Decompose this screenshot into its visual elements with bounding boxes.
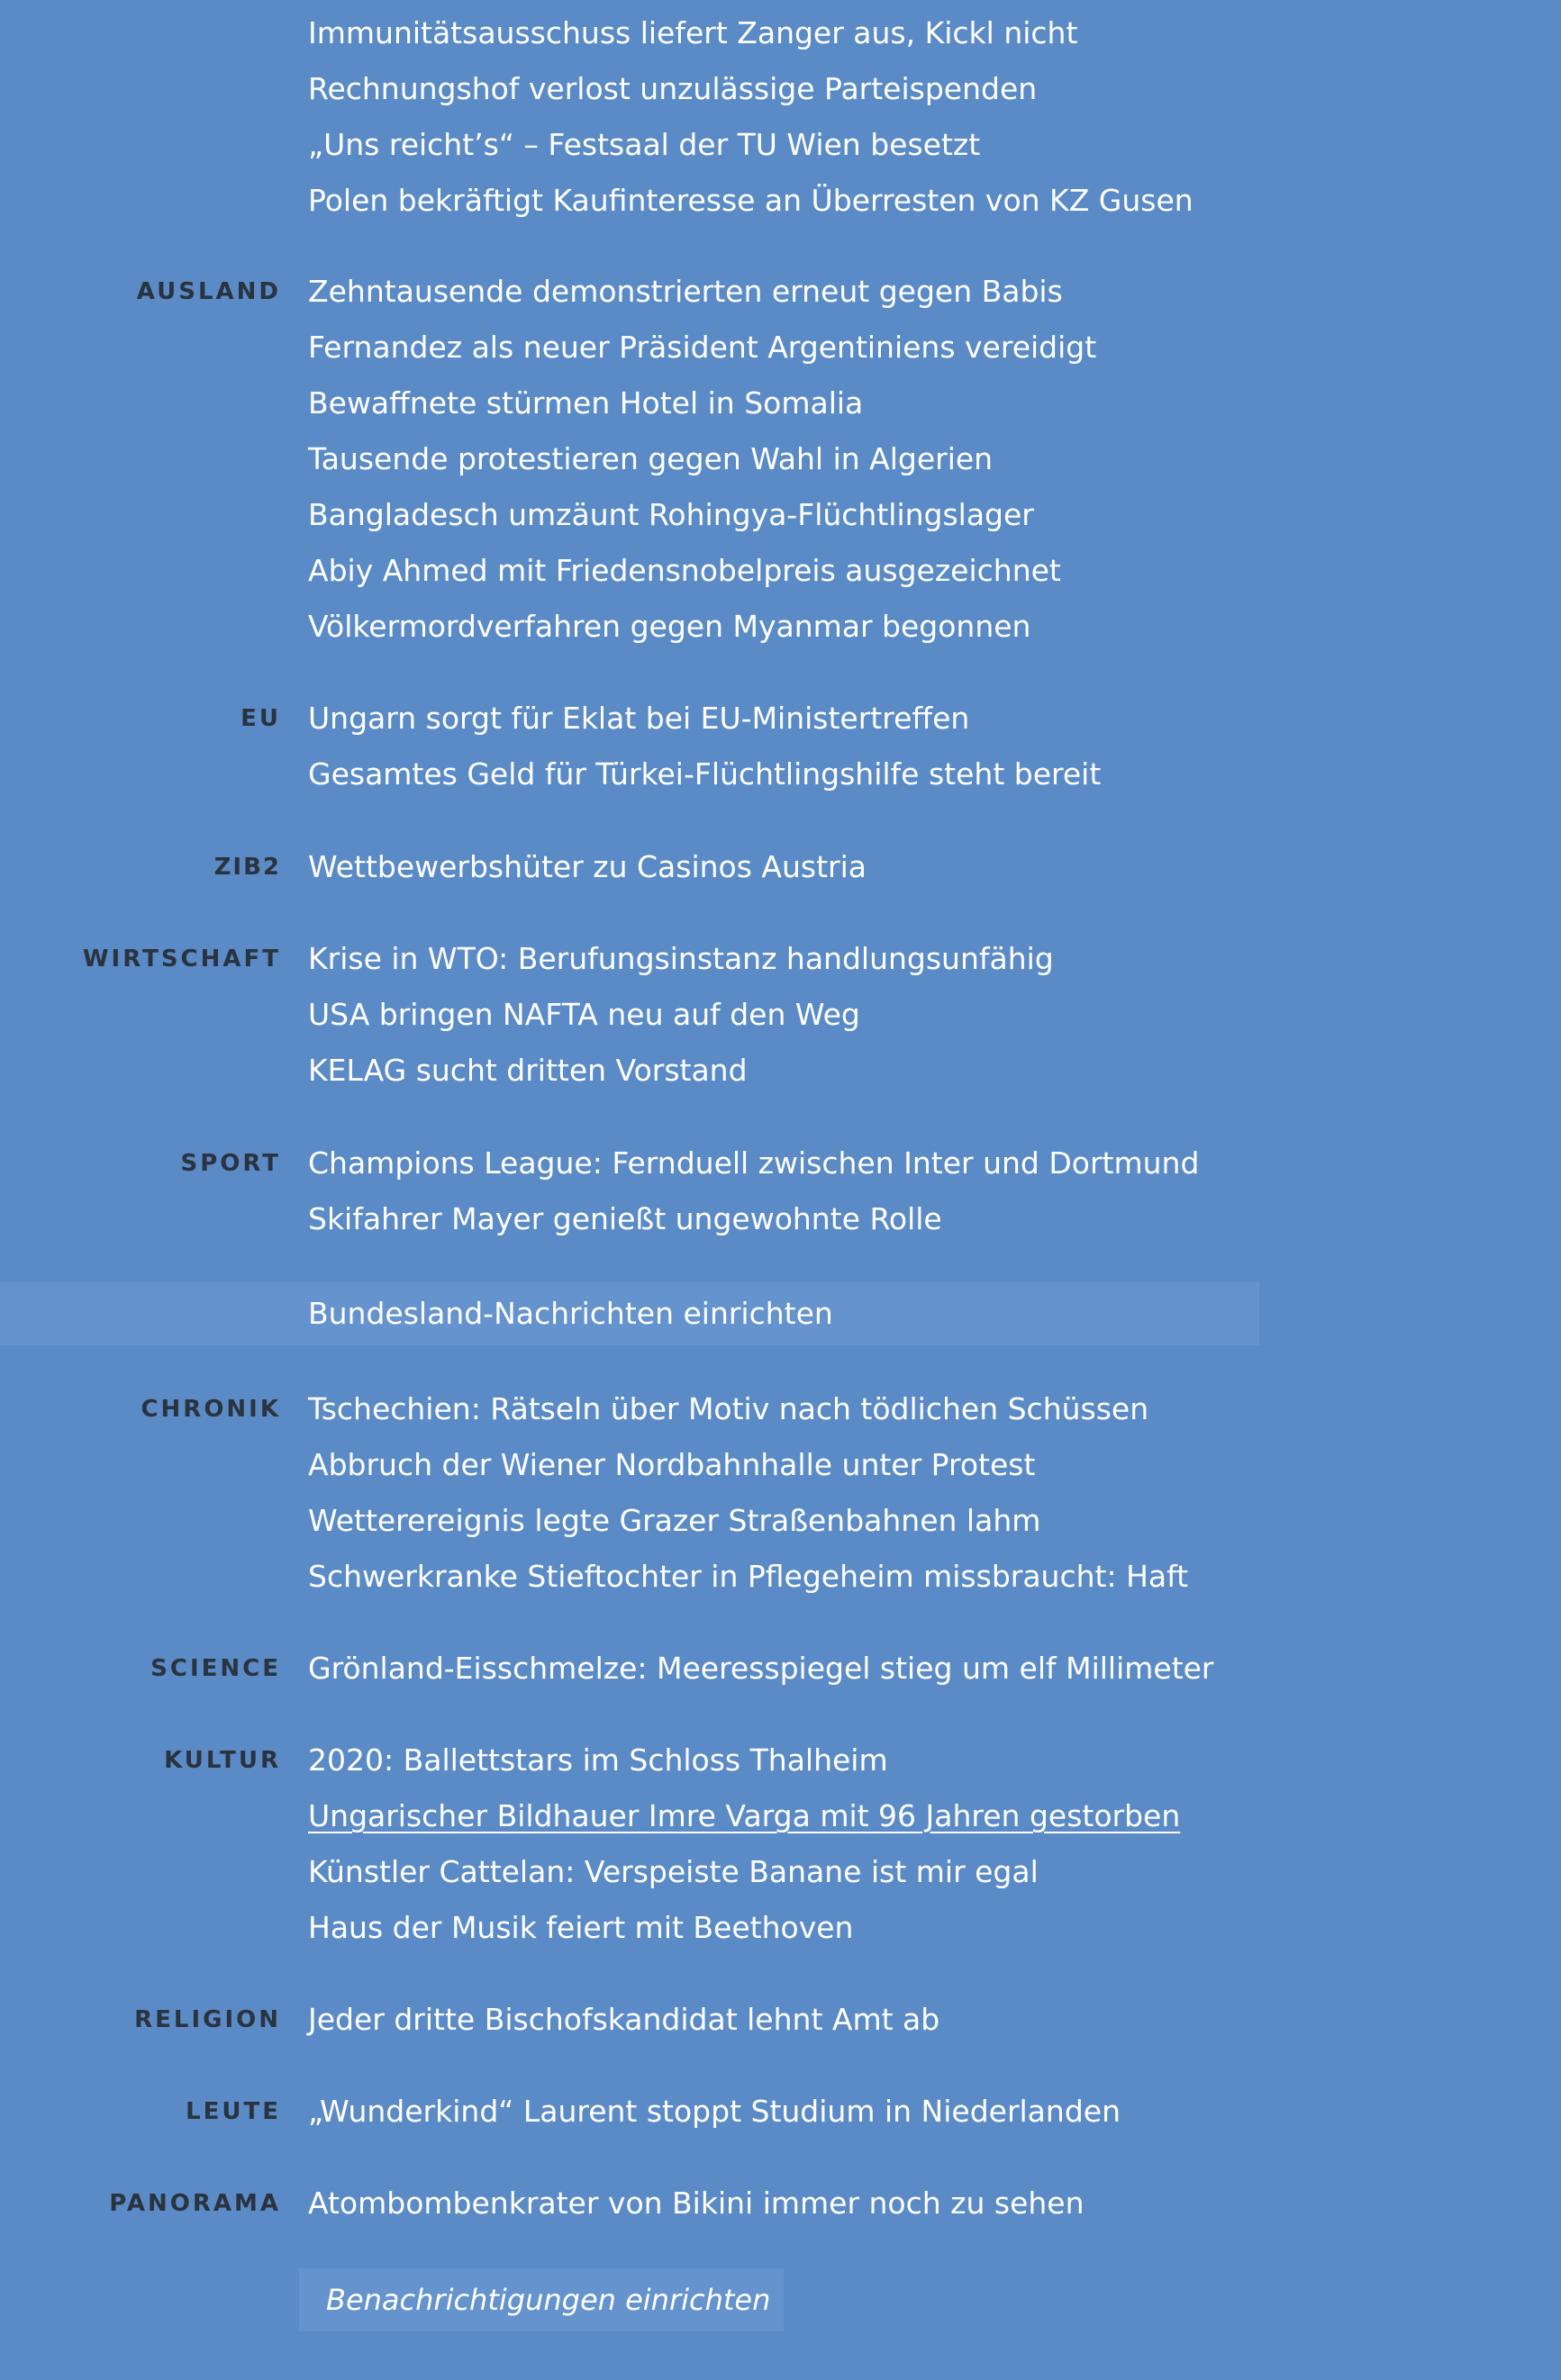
news-link[interactable]: Champions League: Fernduell zwischen Inter und Dortmund: [308, 1145, 1200, 1181]
news-link[interactable]: Immunitätsausschuss liefert Zanger aus, Kickl nicht: [308, 15, 1078, 50]
news-link[interactable]: „Wunderkind“ Laurent stoppt Studium in Niederlanden: [308, 2094, 1121, 2129]
section-religion: [0, 1992, 1561, 2048]
news-link[interactable]: Gesamtes Geld für Türkei-Flüchtlingshilfe steht bereit: [308, 756, 1102, 792]
news-link[interactable]: Grönland-Eisschmelze: Meeresspiegel stieg um elf Millimeter: [308, 1651, 1214, 1686]
news-link[interactable]: „Uns reicht’s“ – Festsaal der TU Wien besetzt: [308, 127, 981, 162]
news-link[interactable]: Krise in WTO: Berufungsinstanz handlungsunfähig: [308, 941, 1054, 976]
section-label[interactable]: SPORT: [180, 1150, 281, 1177]
news-link[interactable]: Künstler Cattelan: Verspeiste Banane ist mir egal: [308, 1854, 1039, 1889]
section-panorama: [0, 2176, 1561, 2231]
section-leute: [0, 2084, 1561, 2140]
section-items: [308, 2084, 1561, 2140]
section-label[interactable]: KULTUR: [164, 1747, 281, 1774]
news-link[interactable]: Wettbewerbshüter zu Casinos Austria: [308, 849, 867, 884]
section-items: [308, 839, 1561, 895]
section-items: [308, 1992, 1561, 2048]
news-link[interactable]: Abbruch der Wiener Nordbahnhalle unter Protest: [308, 1447, 1036, 1482]
section-wirtschaft: [0, 931, 1561, 1099]
section-items: [308, 691, 1561, 802]
section-science: [0, 1641, 1561, 1697]
section-items: [308, 1136, 1561, 1247]
section-label[interactable]: RELIGION: [134, 2006, 281, 2033]
section-inland: [0, 5, 1561, 229]
news-link[interactable]: Völkermordverfahren gegen Myanmar begonnen: [308, 609, 1031, 644]
section-items: [308, 1733, 1561, 1956]
news-link[interactable]: Bangladesch umzäunt Rohingya-Flüchtlingslager: [308, 497, 1034, 532]
news-link[interactable]: Atombombenkrater von Bikini immer noch zu sehen: [308, 2185, 1085, 2221]
section-items: [308, 1282, 1259, 1345]
news-link[interactable]: Fernandez als neuer Präsident Argentiniens vereidigt: [308, 330, 1097, 365]
news-link[interactable]: Zehntausende demonstrierten erneut gegen Babis: [308, 274, 1063, 309]
news-link[interactable]: 2020: Ballettstars im Schloss Thalheim: [308, 1742, 888, 1778]
section-items: [308, 931, 1561, 1099]
section-items: [308, 5, 1561, 229]
section-items: [308, 2176, 1561, 2231]
news-link[interactable]: Schwerkranke Stieftochter in Pflegeheim missbraucht: Haft: [308, 1559, 1189, 1594]
section-chronik: [0, 1381, 1561, 1605]
section-eu: [0, 691, 1561, 802]
section-label[interactable]: WIRTSCHAFT: [82, 946, 281, 973]
news-link[interactable]: Wetterereignis legte Grazer Straßenbahnen lahm: [308, 1503, 1041, 1538]
news-link[interactable]: Skifahrer Mayer genießt ungewohnte Rolle: [308, 1201, 942, 1236]
section-items: [308, 1641, 1561, 1697]
section-items: [308, 264, 1561, 655]
news-link[interactable]: Jeder dritte Bischofskandidat lehnt Amt ab: [308, 2002, 940, 2037]
section-label[interactable]: LEUTE: [186, 2098, 281, 2125]
section-sport: [0, 1136, 1561, 1247]
notifications-button[interactable]: Benachrichtigungen einrichten: [299, 2268, 784, 2331]
section-label[interactable]: SCIENCE: [150, 1655, 281, 1682]
news-link[interactable]: Haus der Musik feiert mit Beethoven: [308, 1910, 854, 1945]
section-label[interactable]: PANORAMA: [109, 2190, 281, 2217]
news-link[interactable]: Polen bekräftigt Kaufinteresse an Überresten von KZ Gusen: [308, 183, 1193, 218]
news-link[interactable]: Ungarn sorgt für Eklat bei EU-Ministertreffen: [308, 701, 970, 736]
news-link[interactable]: KELAG sucht dritten Vorstand: [308, 1053, 748, 1088]
section-items: [308, 1381, 1561, 1605]
news-link[interactable]: Tausende protestieren gegen Wahl in Algerien: [308, 441, 994, 476]
section-label[interactable]: AUSLAND: [136, 278, 281, 305]
section-label[interactable]: EU: [241, 705, 281, 732]
news-link[interactable]: Bewaffnete stürmen Hotel in Somalia: [308, 385, 864, 421]
news-link-hovered[interactable]: Ungarischer Bildhauer Imre Varga mit 96 Jahren gestorben: [308, 1798, 1181, 1833]
section-ausland: [0, 264, 1561, 655]
bundesland-setup-link[interactable]: Bundesland-Nachrichten einrichten: [308, 1296, 833, 1331]
news-link[interactable]: USA bringen NAFTA neu auf den Weg: [308, 997, 860, 1032]
section-label[interactable]: CHRONIK: [141, 1396, 281, 1423]
news-link[interactable]: Tschechien: Rätseln über Motiv nach tödlichen Schüssen: [308, 1391, 1149, 1426]
news-link[interactable]: Rechnungshof verlost unzulässige Parteispenden: [308, 71, 1038, 106]
section-kultur: [0, 1733, 1561, 1956]
section-zib2: [0, 839, 1561, 895]
section-label[interactable]: ZIB2: [213, 854, 281, 881]
section-mein-bundesland[interactable]: [0, 1282, 1259, 1345]
news-link[interactable]: Abiy Ahmed mit Friedensnobelpreis ausgezeichnet: [308, 553, 1061, 588]
